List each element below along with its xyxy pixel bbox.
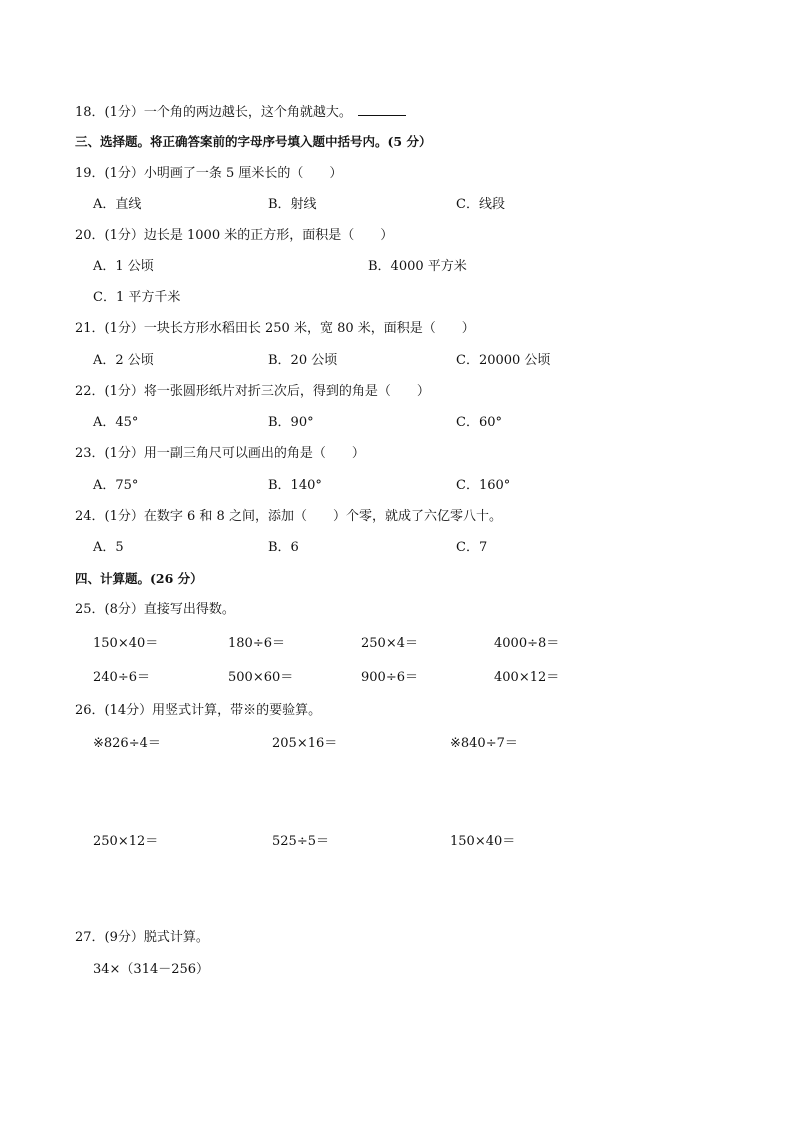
q24-option-c[interactable]: C．7 — [456, 540, 488, 555]
question-18-text: 18．(1分）一个角的两边越长，这个角就越大。 — [75, 105, 352, 120]
q19-option-a[interactable]: A．直线 — [93, 197, 142, 212]
q23-option-a[interactable]: A．75° — [93, 478, 139, 493]
q25-item: 240÷6＝ — [93, 670, 150, 685]
q26-item: 525÷5＝ — [272, 834, 329, 849]
q24-option-a[interactable]: A．5 — [93, 540, 124, 555]
q26-item: 150×40＝ — [450, 834, 516, 849]
question-26: 26．(14分）用竖式计算，带※的要验算。 — [75, 703, 322, 718]
question-20: 20．(1分）边长是 1000 米的正方形，面积是（ ） — [75, 228, 394, 243]
q21-option-c[interactable]: C．20000 公顷 — [456, 353, 551, 368]
q21-option-a[interactable]: A．2 公顷 — [93, 353, 154, 368]
q20-option-b[interactable]: B．4000 平方米 — [368, 259, 467, 274]
q23-option-b[interactable]: B．140° — [268, 478, 322, 493]
question-27: 27．(9分）脱式计算。 — [75, 930, 209, 945]
q19-option-c[interactable]: C．线段 — [456, 197, 505, 212]
q21-option-b[interactable]: B．20 公顷 — [268, 353, 338, 368]
section-3-title: 三、选择题。将正确答案前的字母序号填入题中括号内。(5 分） — [75, 134, 432, 149]
q25-item: 250×4＝ — [361, 636, 418, 651]
question-18 — [75, 104, 406, 121]
question-22: 22．(1分）将一张圆形纸片对折三次后，得到的角是（ ） — [75, 384, 430, 399]
q22-option-c[interactable]: C．60° — [456, 415, 502, 430]
question-19: 19．(1分）小明画了一条 5 厘米长的（ ） — [75, 166, 343, 181]
q27-expression: 34×（314－256） — [93, 962, 210, 977]
q23-option-c[interactable]: C．160° — [456, 478, 511, 493]
q25-item: 180÷6＝ — [228, 636, 285, 651]
q26-item: 205×16＝ — [272, 736, 338, 751]
question-25: 25．(8分）直接写出得数。 — [75, 602, 235, 617]
q26-item: ※826÷4＝ — [93, 736, 161, 751]
q25-item: 500×60＝ — [228, 670, 294, 685]
q25-item: 900÷6＝ — [361, 670, 418, 685]
q26-item: 250×12＝ — [93, 834, 159, 849]
q26-item: ※840÷7＝ — [450, 736, 518, 751]
answer-blank[interactable] — [358, 104, 406, 116]
q25-item: 150×40＝ — [93, 636, 159, 651]
question-21: 21．(1分）一块长方形水稻田长 250 米，宽 80 米，面积是（ ） — [75, 321, 475, 336]
q20-option-c[interactable]: C．1 平方千米 — [93, 290, 181, 305]
q22-option-a[interactable]: A．45° — [93, 415, 139, 430]
section-4-title: 四、计算题。(26 分） — [75, 571, 203, 586]
q24-option-b[interactable]: B．6 — [268, 540, 299, 555]
q25-item: 400×12＝ — [494, 670, 560, 685]
q19-option-b[interactable]: B．射线 — [268, 197, 317, 212]
question-24: 24．(1分）在数字 6 和 8 之间，添加（ ）个零，就成了六亿零八十。 — [75, 509, 502, 524]
question-23: 23．(1分）用一副三角尺可以画出的角是（ ） — [75, 446, 365, 461]
q22-option-b[interactable]: B．90° — [268, 415, 314, 430]
q20-option-a[interactable]: A．1 公顷 — [93, 259, 154, 274]
q25-item: 4000÷8＝ — [494, 636, 560, 651]
